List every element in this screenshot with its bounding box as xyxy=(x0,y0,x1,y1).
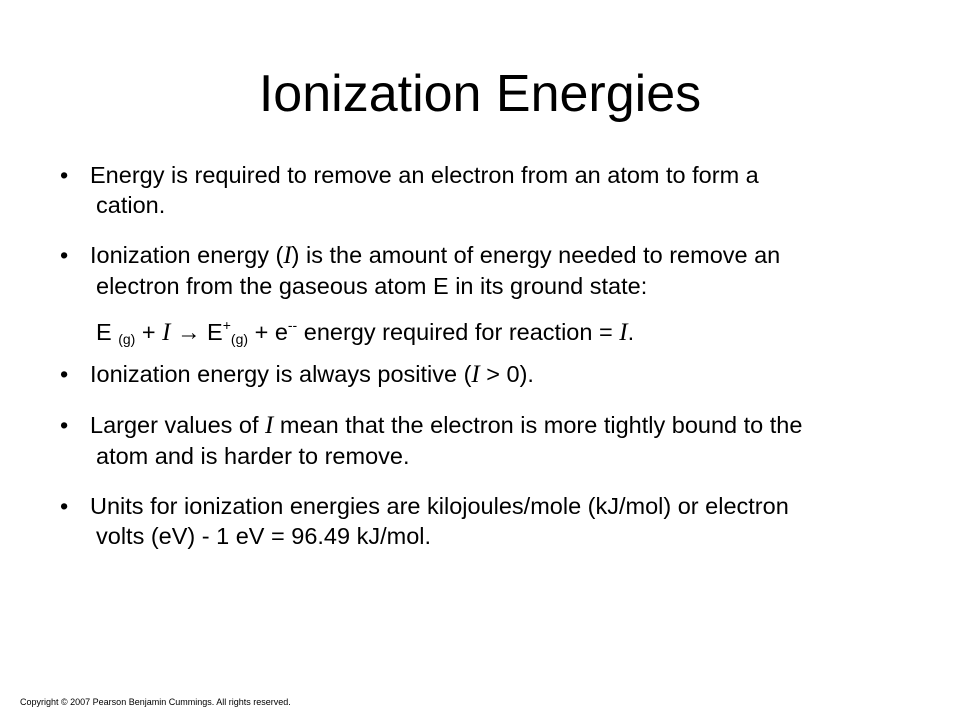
symbol-i: I xyxy=(471,361,480,388)
equation-cation: E xyxy=(207,319,223,345)
slide-title: Ionization Energies xyxy=(258,65,702,123)
bullet-marker: • xyxy=(60,162,69,188)
equation-symbol-i-2: I xyxy=(619,319,628,346)
equation-electron-superscript: -- xyxy=(287,317,298,333)
symbol-i: I xyxy=(265,412,274,439)
bullet-text: Larger values of xyxy=(90,412,266,438)
equation-period: . xyxy=(627,319,635,345)
bullet-text: mean that the electron is more tightly bound to the xyxy=(273,412,803,438)
bullet-marker: • xyxy=(60,493,69,519)
bullet-text: ) is the amount of energy needed to remove an xyxy=(291,242,781,268)
bullet-text: > 0). xyxy=(479,361,534,387)
bullet-text-continued: atom and is harder to remove. xyxy=(96,443,410,469)
bullet-text-continued: cation. xyxy=(96,192,166,218)
equation-symbol-i: I xyxy=(162,319,171,346)
bullet-item-energy-required xyxy=(60,160,920,220)
equation-atom: E xyxy=(96,319,112,345)
equation-plus: + xyxy=(141,319,156,345)
copyright-footer: Copyright © 2007 Pearson Benjamin Cummings. All rights reserved. xyxy=(20,697,291,707)
bullet-text-continued: volts (eV) - 1 eV = 96.49 kJ/mol. xyxy=(96,523,432,549)
bullet-marker: • xyxy=(60,242,69,268)
bullet-item-larger-values xyxy=(60,410,920,471)
equation-charge-superscript: + xyxy=(222,317,231,333)
bullet-marker: • xyxy=(60,412,69,438)
bullet-text: Ionization energy ( xyxy=(90,242,284,268)
arrow-icon: → xyxy=(177,319,201,345)
equation-gas-subscript: (g) xyxy=(118,331,136,347)
equation-electron: + e xyxy=(254,319,288,345)
bullet-item-units xyxy=(60,491,920,551)
bullet-text-continued: electron from the gaseous atom E in its ground state: xyxy=(96,273,648,299)
symbol-i: I xyxy=(283,242,292,269)
equation-gas-subscript-2: (g) xyxy=(230,331,249,347)
bullet-marker: • xyxy=(60,361,69,387)
bullet-text: Units for ionization energies are kilojoules/mole (kJ/mol) or electron xyxy=(90,493,789,519)
bullet-item-positive xyxy=(60,359,920,390)
ionization-equation xyxy=(96,310,634,354)
bullet-text: Energy is required to remove an electron from an atom to form a xyxy=(90,162,759,188)
bullet-text: Ionization energy is always positive ( xyxy=(90,361,472,387)
bullet-item-definition xyxy=(60,240,920,301)
equation-text: energy required for reaction = xyxy=(303,319,613,345)
